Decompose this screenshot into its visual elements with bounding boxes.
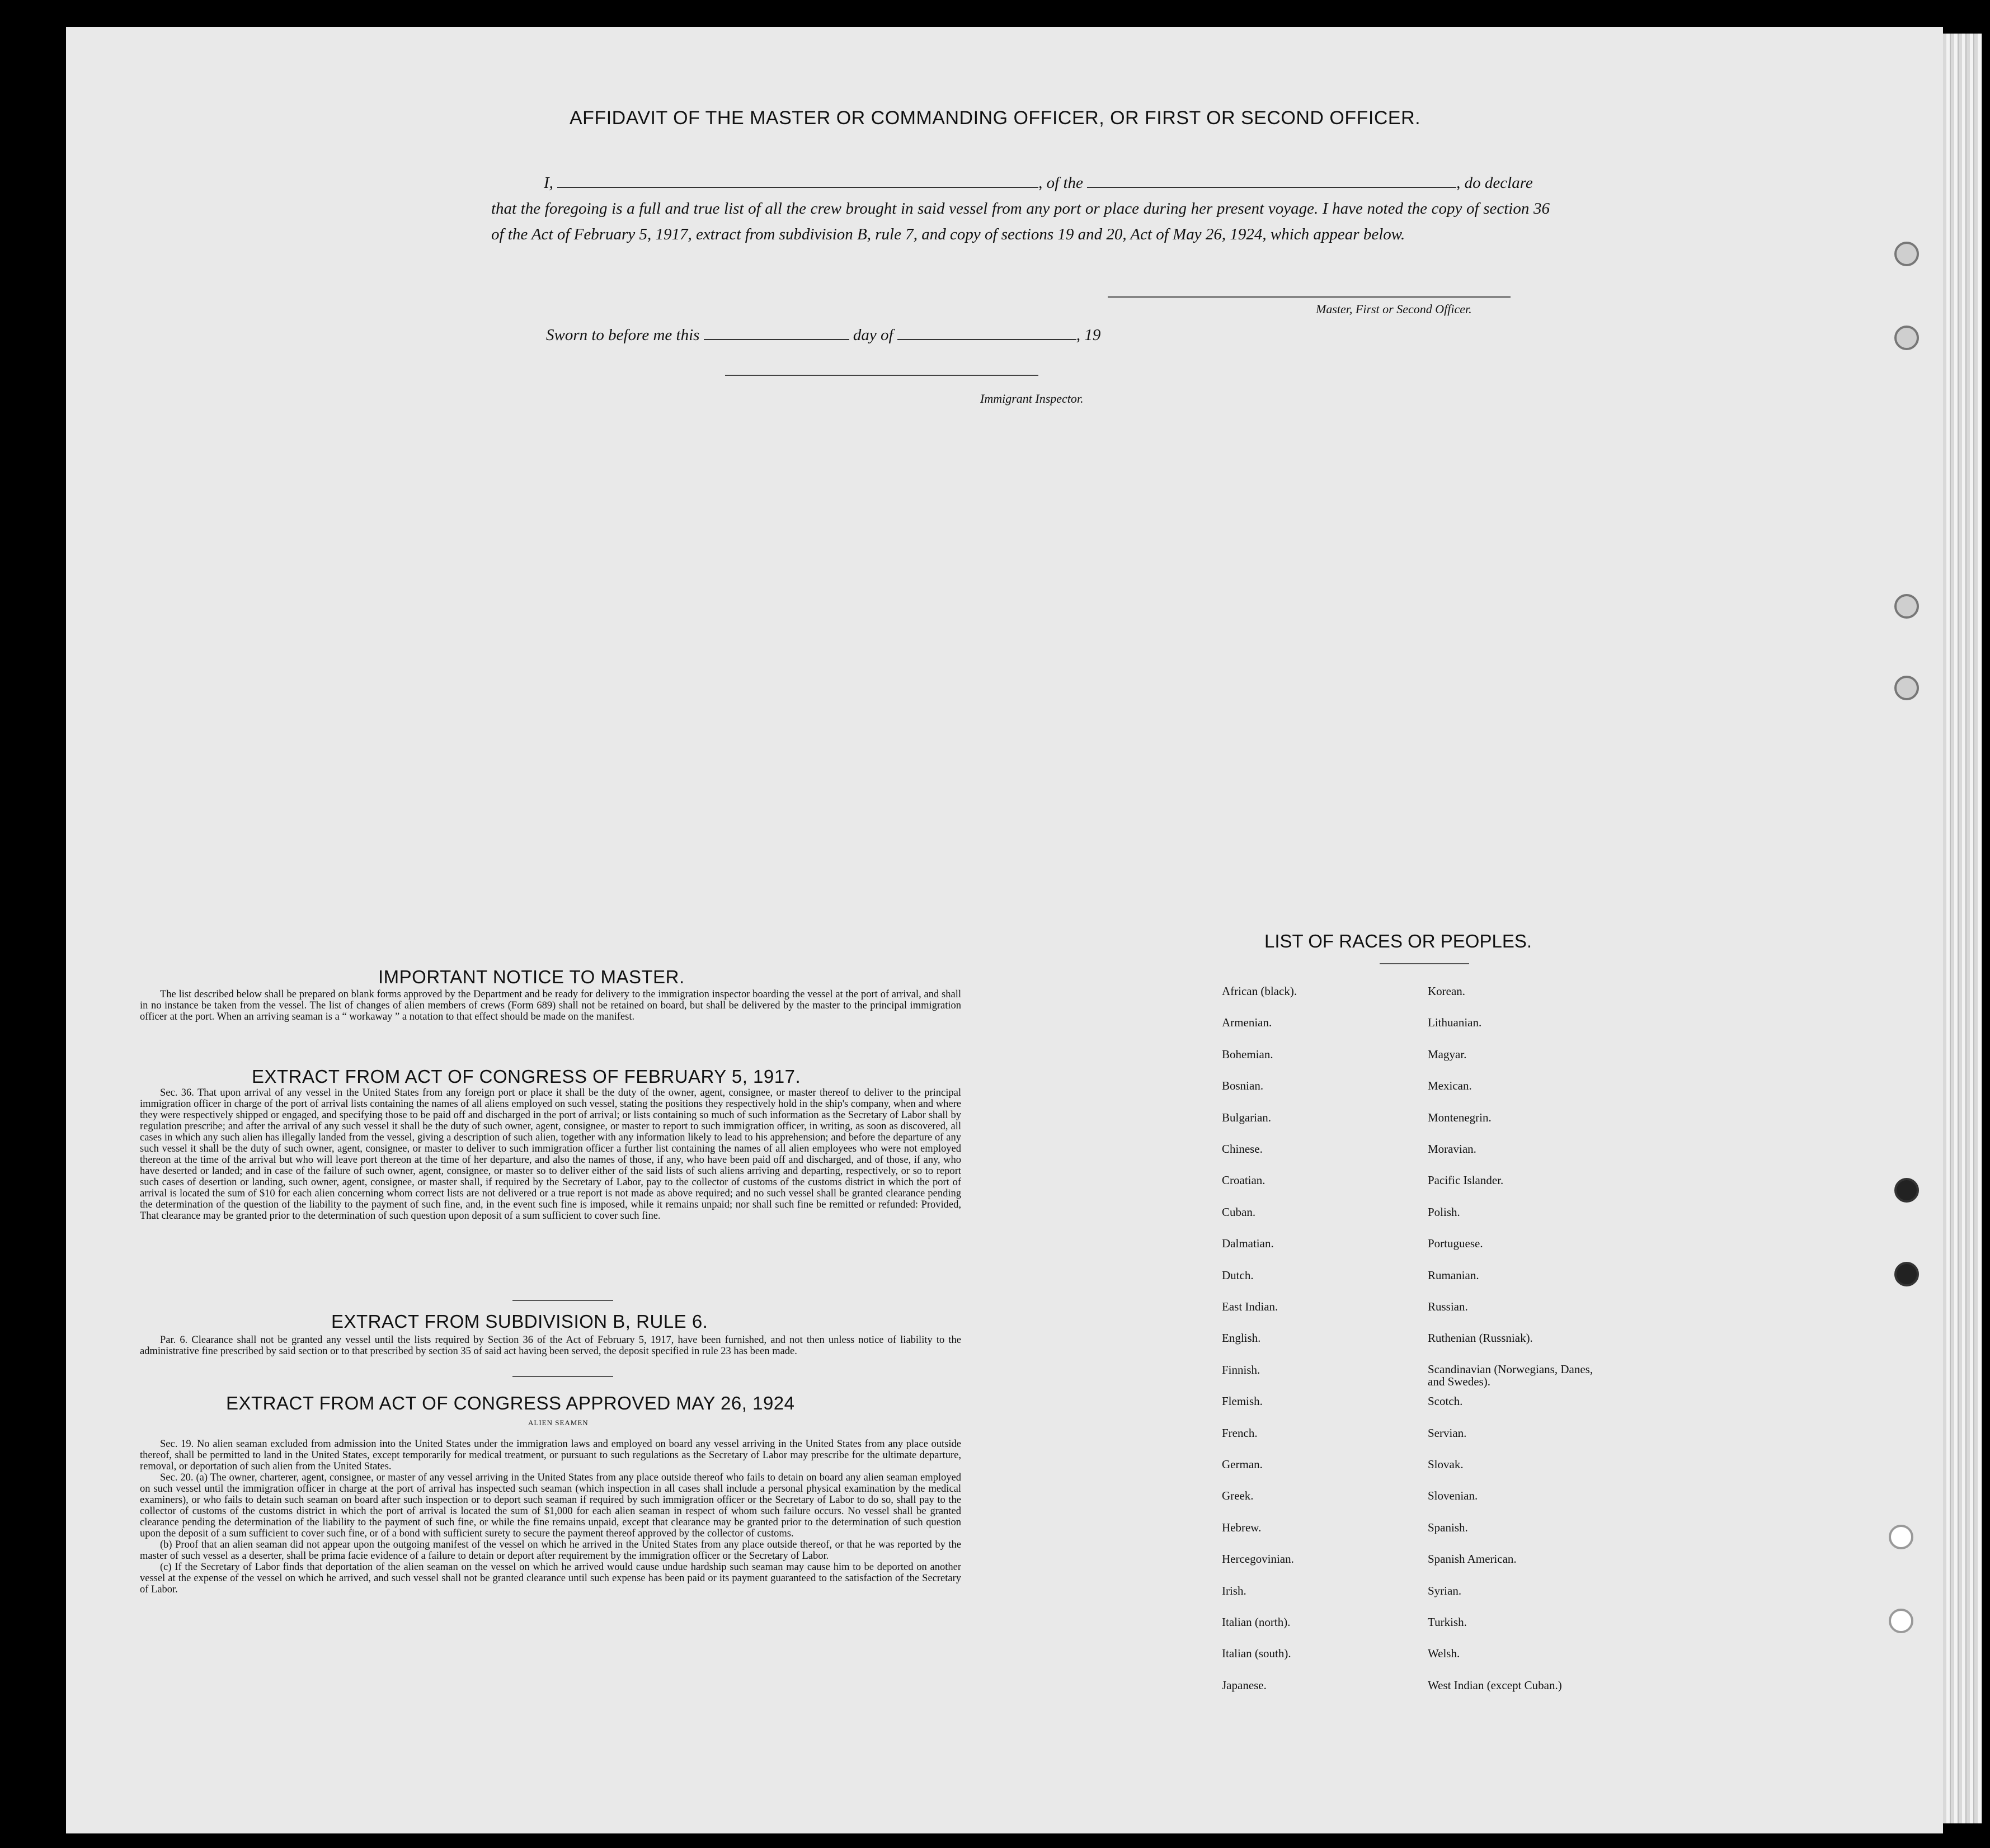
race-item: Portuguese. — [1428, 1237, 1483, 1251]
inspector-label: Immigrant Inspector. — [980, 392, 1084, 406]
page-edge-stack — [1943, 34, 1982, 1823]
race-item: Mexican. — [1428, 1079, 1472, 1093]
race-item: German. — [1222, 1458, 1263, 1471]
race-item: English. — [1222, 1331, 1261, 1345]
section-divider — [512, 1300, 613, 1301]
race-item: Polish. — [1428, 1205, 1460, 1219]
extract-1924-title: EXTRACT FROM ACT OF CONGRESS APPROVED MAY 26, 1924 — [226, 1393, 795, 1413]
sec20b-text: (b) Proof that an alien seaman did not appear upon the outgoing manifest of the vessel on which he arrived in the United States from any place outside thereof, or that he was reported by the master of such vessel as a deserter, shall be prima facie evidence of a failure to detain or deport after requirement by the immigration officer or the Secretary of Labor. — [140, 1539, 961, 1562]
race-item: Ruthenian (Russniak). — [1428, 1331, 1533, 1345]
notice-text: The list described below shall be prepared on blank forms approved by the Department and be ready for delivery to the immigration inspector boarding the vessel at the port of arrival, and shall in no instance be taken from the vessel. The list of changes of alien members of crews (Form 689) shall not be retained on board, but shall be delivered by the master to the principal immigration officer at the port. When an arriving seaman is a “ workaway ” a notation to that effect should be made on the manifest. — [140, 989, 961, 1022]
race-item: Slovak. — [1428, 1458, 1464, 1471]
race-item: Korean. — [1428, 984, 1466, 998]
race-item: Dutch. — [1222, 1268, 1254, 1282]
extract-rule6-text: Par. 6. Clearance shall not be granted any vessel until the lists required by Section 36 of the Act of February 5, 1917, have been furnished, and not then unless notice of liability to the administrative fine prescribed by said section or to that prescribed by section 35 of said act having been served, the deposit specified in rule 23 has been made. — [140, 1335, 961, 1357]
race-item: Russian. — [1428, 1300, 1468, 1313]
binder-hole — [1894, 594, 1919, 619]
race-item: Bohemian. — [1222, 1047, 1273, 1061]
name-blank[interactable] — [557, 171, 1038, 188]
notice-title: IMPORTANT NOTICE TO MASTER. — [378, 967, 685, 987]
month-blank[interactable] — [897, 323, 1076, 340]
race-item: French. — [1222, 1426, 1258, 1440]
race-item: Italian (south). — [1222, 1647, 1291, 1661]
race-item: Irish. — [1222, 1583, 1246, 1597]
race-item: Dalmatian. — [1222, 1237, 1274, 1251]
race-item: Servian. — [1428, 1426, 1467, 1440]
race-item: Flemish. — [1222, 1394, 1263, 1408]
master-label: Master, First or Second Officer. — [1316, 302, 1472, 316]
race-item: Bosnian. — [1222, 1079, 1264, 1093]
race-item: Hercegovinian. — [1222, 1552, 1294, 1566]
race-item: Pacific Islander. — [1428, 1173, 1504, 1187]
sec20a-text: Sec. 20. (a) The owner, charterer, agent, consignee, or master of any vessel arriving in the United States from any place outside thereof who fails to detain on board any alien seaman employed on such vessel until the immigration officer in charge at the port of arrival has inspected such seaman (which inspection in all cases shall include a personal physical examination by the medical examiners), or who fails to detain such seaman on board after such inspection or to deport such seaman if required by such immigration officer or the Secretary of Labor to do so, shall pay to the collector of customs of the customs district in which the port of arrival is located the sum of $1,000 for each alien seaman in respect of whom such failure occurs. No vessel shall be granted clearance pending the determination of the liability to the payment of such fine, or while the fine remains unpaid, except that clearance may be granted prior to the determination of such question upon the deposit of a sum sufficient to cover such fine, or of a bond with sufficient surety to secure the payment thereof approved by the collector of customs. — [140, 1472, 961, 1539]
race-item: East Indian. — [1222, 1300, 1278, 1313]
binder-hole — [1894, 242, 1919, 266]
races-title-rule — [1380, 963, 1469, 964]
declaration-i: I, — [544, 174, 553, 192]
sec19-text: Sec. 19. No alien seaman excluded from admission into the United States under the immigration laws and employed on board any vessel arriving in the United States from any place outside thereof, shall be permitted to land in the United States, except temporarily for medical treatment, or pursuant to such regulations as the Secretary of Labor may prescribe for the ultimate departure, removal, or deportation of such alien from the United States. — [140, 1439, 961, 1472]
day-blank[interactable] — [704, 323, 849, 340]
race-item: Syrian. — [1428, 1583, 1462, 1597]
race-item: Bulgarian. — [1222, 1110, 1272, 1124]
extract-1924-text — [140, 1439, 961, 1595]
race-item: Scotch. — [1428, 1394, 1463, 1408]
alien-seamen-subtitle: ALIEN SEAMEN — [528, 1418, 589, 1427]
extract-1917-text: Sec. 36. That upon arrival of any vessel in the United States from any foreign port or place it shall be the duty of the owner, agent, consignee, or master thereof to deliver to the principal immigration officer in charge of the port of arrival lists containing the names of all aliens employed on such vessel, stating the positions they respectively hold in the ship's company, when and where they were respectively shipped or engaged, and specifying those to be paid off and discharged in the port of arrival; or lists containing so much of such information as the Secretary of Labor shall by regulation prescribe; and after the arrival of any such vessel it shall be the duty of such owner, agent, consignee, or master to report to such immigration officer, in writing, as soon as discovered, all cases in which any such alien has illegally landed from the vessel, giving a description of such alien, together with any information likely to lead to his apprehension; and before the departure of any such vessel it shall be the duty of such owner, agent, consignee, or master to deliver to such immigration officer a further list containing the names of all alien employees who were not employed thereon at the time of the arrival but who will leave port thereon at the time of her departure, and also the names of those, if any, who have been paid off and discharged, and of those, if any, who have deserted or landed; and in case of the failure of such owner, agent, consignee, or master so to deliver either of the said lists of such aliens arriving and departing, respectively, or so to report such cases of desertion or landing, such owner, agent, consignee, or master shall, if required by the Secretary of Labor, pay to the collector of customs of the customs district in which the port of arrival is located the sum of $10 for each alien concerning whom correct lists are not delivered or a true report is not made as above required; and no such vessel shall be granted clearance pending the determination of the question of the liability to the payment of such fine, and, in the event such fine is imposed, while it remains unpaid; nor shall such fine be remitted or refunded: Provided, That clearance may be granted prior to the determination of such question upon deposit of a sum sufficient to cover such fine. — [140, 1087, 961, 1222]
race-item: Welsh. — [1428, 1647, 1460, 1661]
race-item: West Indian (except Cuban.) — [1428, 1678, 1562, 1692]
race-item: Spanish. — [1428, 1520, 1468, 1534]
race-item: Armenian. — [1222, 1016, 1272, 1030]
race-item: Chinese. — [1222, 1142, 1263, 1156]
race-item: Montenegrin. — [1428, 1110, 1492, 1124]
race-item: Spanish American. — [1428, 1552, 1517, 1566]
extract-rule6-title: EXTRACT FROM SUBDIVISION B, RULE 6. — [331, 1311, 708, 1332]
race-item: Croatian. — [1222, 1173, 1265, 1187]
race-item: African (black). — [1222, 984, 1297, 998]
extract-1917-title: EXTRACT FROM ACT OF CONGRESS OF FEBRUARY 5, 1917. — [252, 1066, 801, 1087]
affidavit-title: AFFIDAVIT OF THE MASTER OR COMMANDING OFFICER, OR FIRST OR SECOND OFFICER. — [570, 107, 1421, 129]
master-signature-line[interactable] — [1108, 296, 1511, 298]
races-title: LIST OF RACES OR PEOPLES. — [1264, 931, 1532, 951]
declaration-text — [491, 196, 1550, 247]
race-item: Turkish. — [1428, 1615, 1467, 1629]
inspector-signature-line[interactable] — [725, 375, 1038, 376]
binder-hole — [1894, 1178, 1919, 1203]
section-divider — [512, 1376, 613, 1377]
declaration-line — [544, 171, 1533, 192]
sworn-line — [546, 323, 1100, 345]
sworn-year: , 19 — [1076, 326, 1101, 344]
sec20c-text: (c) If the Secretary of Labor finds that deportation of the alien seaman on the vessel on which he arrived would cause undue hardship such seaman may cause him to be deported on another vessel at the expense of the vessel on which he arrived, and such vessel shall not be granted clearance until such expense has been paid or its payment guaranteed to the satisfaction of the Secretary of Labor. — [140, 1562, 961, 1595]
race-item: Greek. — [1222, 1489, 1254, 1503]
vessel-blank[interactable] — [1087, 171, 1456, 188]
race-item: Moravian. — [1428, 1142, 1476, 1156]
declaration-body: that the foregoing is a full and true list of all the crew brought in said vessel from any port or place during her present voyage. I have noted the copy of section 36 of the Act of February 5, 1917, extract from subdivision B, rule 7, and copy of sections 19 and 20, Act of May 26, 1924, which appear below. — [491, 200, 1550, 243]
race-item: Japanese. — [1222, 1678, 1267, 1692]
declaration-of-the: , of the — [1038, 174, 1083, 192]
binder-hole — [1894, 676, 1919, 700]
declaration-do-declare: , do declare — [1456, 174, 1533, 192]
race-item: Lithuanian. — [1428, 1016, 1482, 1030]
binder-hole — [1894, 1262, 1919, 1286]
race-item: Slovenian. — [1428, 1489, 1478, 1503]
race-item: Hebrew. — [1222, 1520, 1262, 1534]
binder-hole — [1889, 1525, 1913, 1549]
sworn-day-of: day of — [853, 326, 893, 344]
race-item: Scandinavian (Norwegians, Danes, and Swedes). — [1428, 1362, 1593, 1388]
race-item: Cuban. — [1222, 1205, 1256, 1219]
race-item: Finnish. — [1222, 1363, 1260, 1376]
sworn-prefix: Sworn to before me this — [546, 326, 700, 344]
race-item: Rumanian. — [1428, 1268, 1479, 1282]
race-item: Italian (north). — [1222, 1615, 1291, 1629]
binder-hole — [1894, 326, 1919, 350]
race-item: Magyar. — [1428, 1047, 1467, 1061]
binder-hole — [1889, 1609, 1913, 1633]
